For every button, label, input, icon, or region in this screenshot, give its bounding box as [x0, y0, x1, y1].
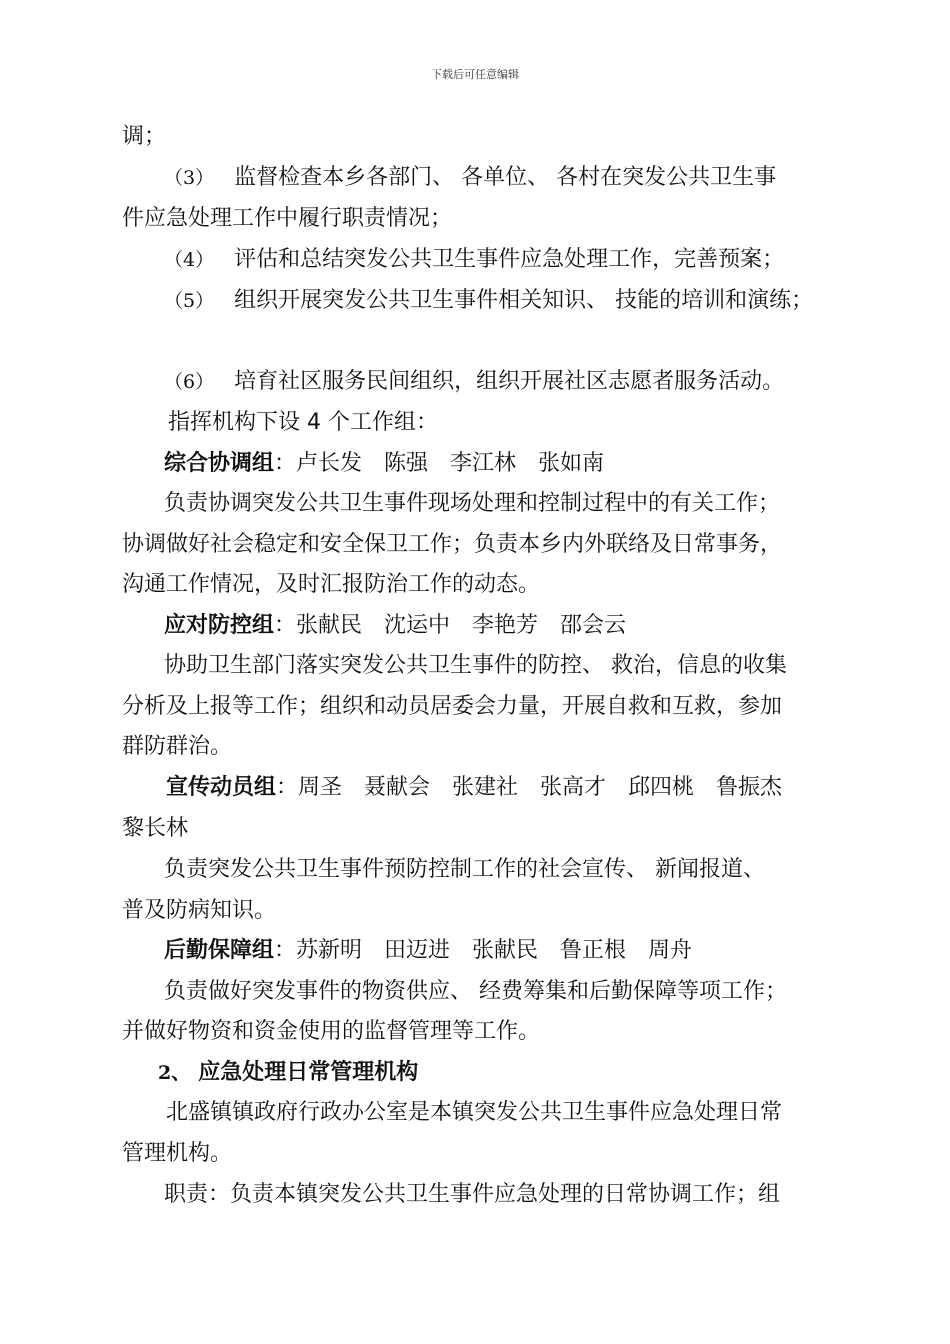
group-members: ：苏新明 田迈进 张献民 鲁正根 周舟	[274, 938, 693, 963]
group-line	[164, 613, 626, 639]
item-text: 监督检查本乡各部门、 各单位、 各村在突发公共卫生事	[234, 165, 777, 190]
paragraph-line: 负责突发公共卫生事件预防控制工作的社会宣传、 新闻报道、	[164, 857, 765, 882]
group-label: 宣传动员组	[166, 775, 277, 800]
paragraph-line: 北盛镇镇政府行政办公室是本镇突发公共卫生事件应急处理日常	[166, 1100, 783, 1125]
group-members: ：周圣 聂献会 张建社 张高才 邱四桃 鲁振杰	[276, 775, 783, 800]
paragraph-line: 群防群治。	[122, 734, 233, 759]
section-title: 应急处理日常管理机构	[198, 1060, 419, 1085]
section-heading	[158, 1060, 418, 1086]
paragraph-line	[164, 247, 784, 273]
paragraph-line: 协助卫生部门落实突发公共卫生事件的防控、 救治，信息的收集	[164, 653, 787, 678]
paragraph-line: 沟通工作情况，及时汇报防治工作的动态。	[122, 572, 541, 597]
paragraph-line: 指挥机构下设 4 个工作组：	[168, 410, 438, 435]
group-line	[166, 775, 782, 801]
item-number: （4）	[164, 249, 215, 271]
paragraph-line: 管理机构。	[122, 1141, 233, 1166]
paragraph-line: 并做好物资和资金使用的监督管理等工作。	[122, 1019, 541, 1044]
group-members: ：张献民 沈运中 李艳芳 邵会云	[274, 613, 627, 638]
section-number: 2、	[158, 1062, 191, 1084]
paragraph-line: 调；	[122, 124, 167, 149]
item-number: （3）	[164, 167, 215, 189]
group-line	[164, 451, 604, 477]
item-text: 评估和总结突发公共卫生事件应急处理工作，完善预案；	[234, 247, 785, 272]
paragraph-line: 协调做好社会稳定和安全保卫工作；负责本乡内外联络及日常事务，	[122, 532, 783, 557]
group-label: 综合协调组	[164, 451, 275, 476]
item-number: （5）	[164, 290, 215, 312]
paragraph-line: 普及防病知识。	[122, 898, 277, 923]
paragraph-line	[164, 165, 776, 191]
group-label: 后勤保障组	[164, 938, 275, 963]
paragraph-line: 负责做好突发事件的物资供应、 经费筹集和后勤保障等项工作；	[164, 979, 787, 1004]
group-label: 应对防控组	[164, 613, 275, 638]
paragraph-line	[164, 288, 813, 314]
group-line	[164, 938, 692, 964]
paragraph-line: 负责协调突发公共卫生事件现场处理和控制过程中的有关工作；	[164, 491, 781, 516]
paragraph-line	[164, 369, 784, 395]
page-header: 下载后可任意编辑	[431, 68, 519, 81]
item-number: （6）	[164, 371, 215, 393]
group-members: ：卢长发 陈强 李江林 张如南	[274, 451, 605, 476]
paragraph-line: 黎长林	[122, 816, 189, 841]
paragraph-line: 职责：负责本镇突发公共卫生事件应急处理的日常协调工作；组	[164, 1182, 781, 1207]
item-text: 培育社区服务民间组织，组织开展社区志愿者服务活动。	[234, 369, 785, 394]
item-text: 组织开展突发公共卫生事件相关知识、 技能的培训和演练；	[234, 288, 814, 313]
paragraph-line: 件应急处理工作中履行职责情况；	[122, 206, 453, 231]
paragraph-line: 分析及上报等工作；组织和动员居委会力量，开展自救和互救，参加	[122, 694, 783, 719]
